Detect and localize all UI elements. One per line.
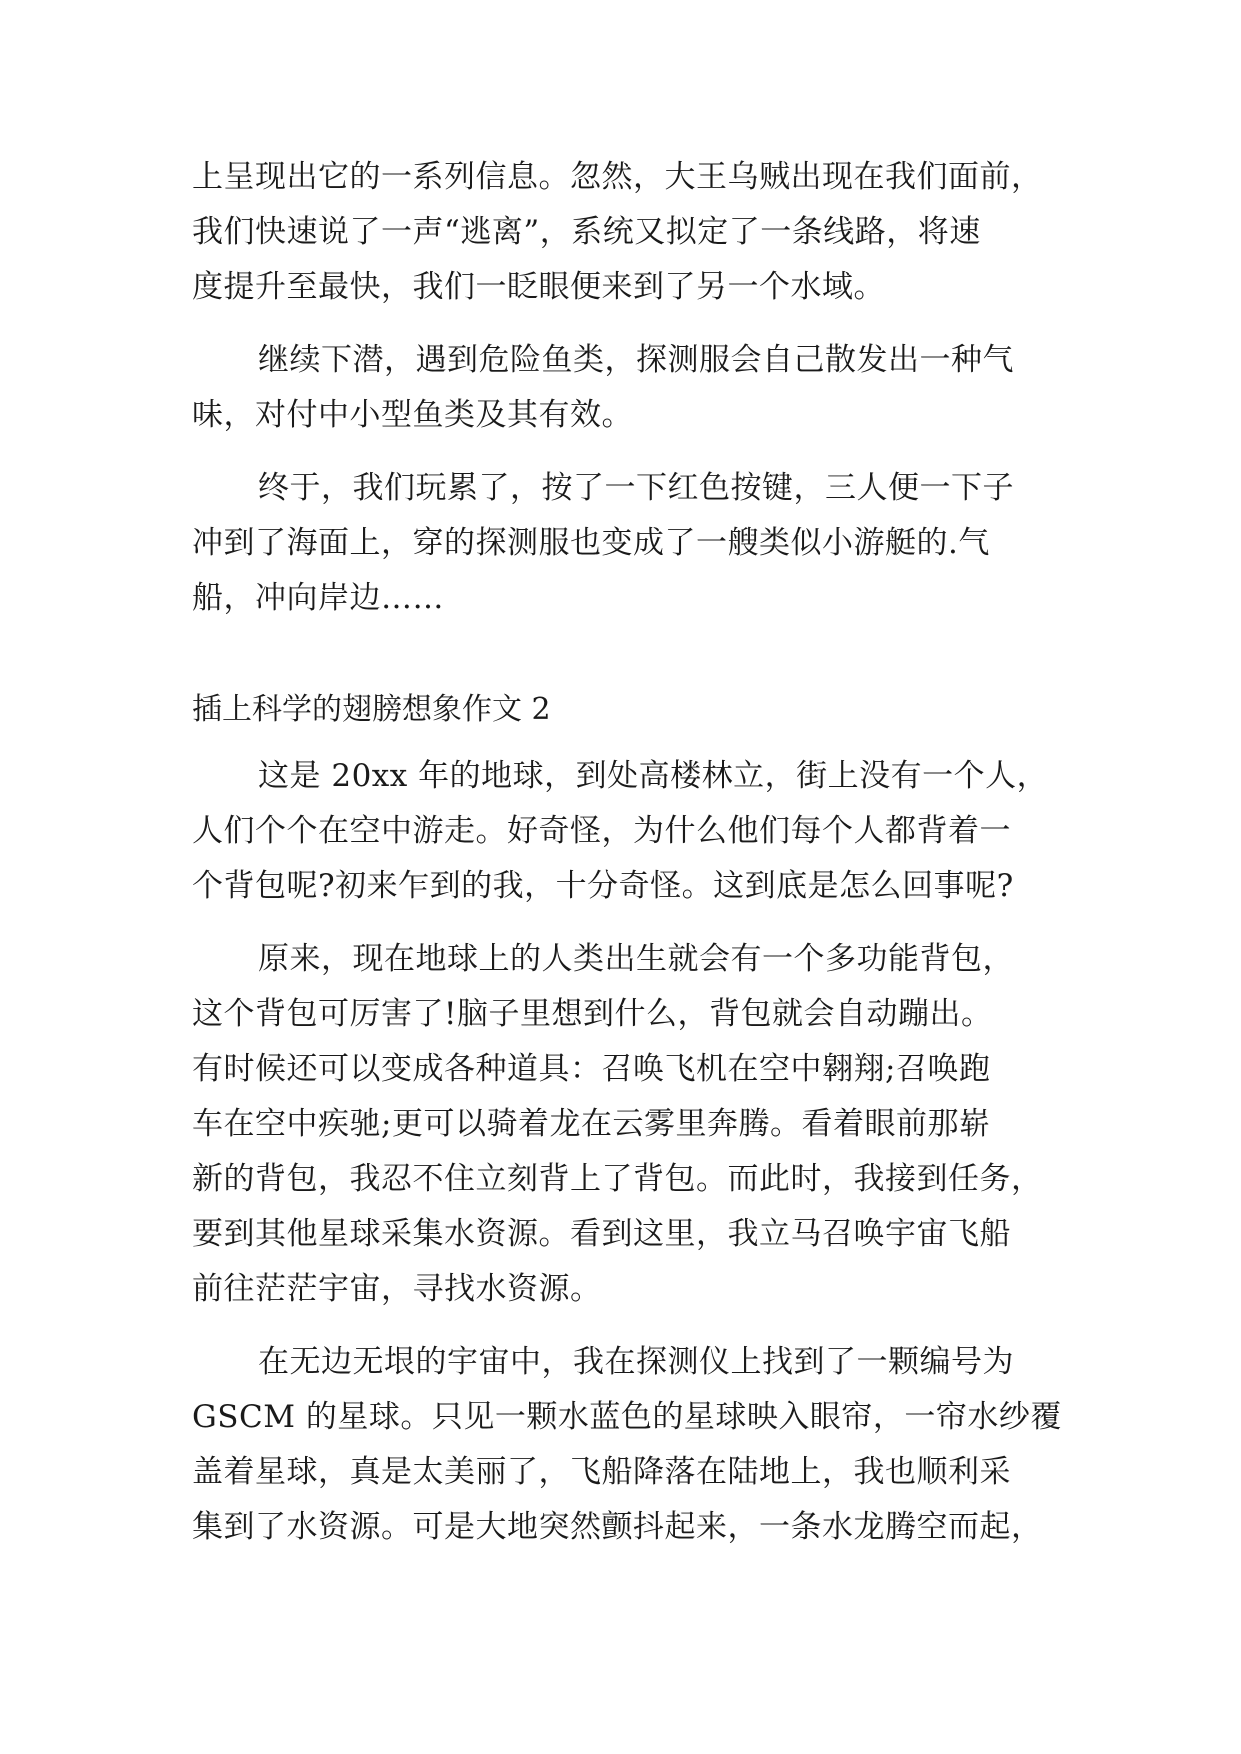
- text-line: 新的背包，我忍不住立刻背上了背包。而此时，我接到任务，: [192, 1161, 1043, 1197]
- text-line: 要到其他星球采集水资源。看到这里，我立马召唤宇宙飞船: [192, 1216, 1011, 1252]
- text-line: 我们快速说了一声“逃离”，系统又拟定了一条线路，将速: [192, 214, 981, 250]
- paragraph: [192, 150, 1054, 315]
- text-line: 集到了水资源。可是大地突然颤抖起来，一条水龙腾空而起，: [192, 1509, 1043, 1545]
- paragraph: [192, 932, 1054, 1317]
- text-line: GSCM 的星球。只见一颗水蓝色的星球映入眼帘，一帘水纱覆: [192, 1399, 1062, 1435]
- paragraph: [192, 461, 1054, 626]
- text-line: 度提升至最快，我们一眨眼便来到了另一个水域。: [192, 269, 885, 305]
- section-title: 插上科学的翅膀想象作文 2: [192, 692, 551, 727]
- paragraph: [192, 1335, 1062, 1555]
- text-line: 上呈现出它的一系列信息。忽然，大王乌贼出现在我们面前，: [192, 159, 1043, 195]
- text-line: 在无边无垠的宇宙中，我在探测仪上找到了一颗编号为: [258, 1344, 1014, 1380]
- text-line: 这是 20xx 年的地球，到处高楼林立，街上没有一个人，: [258, 758, 1049, 794]
- text-line: 味，对付中小型鱼类及其有效。: [192, 397, 633, 433]
- text-line: 人们个个在空中游走。好奇怪，为什么他们每个人都背着一: [192, 813, 1011, 849]
- text-line: 车在空中疾驰;更可以骑着龙在云雾里奔腾。看着眼前那崭: [192, 1106, 991, 1142]
- text-line: 盖着星球，真是太美丽了，飞船降落在陆地上，我也顺利采: [192, 1454, 1011, 1490]
- text-line: 原来，现在地球上的人类出生就会有一个多功能背包，: [258, 941, 1014, 977]
- text-line: 船，冲向岸边……: [192, 580, 444, 616]
- document-page: [192, 150, 1062, 1555]
- text-line: 前往茫茫宇宙，寻找水资源。: [192, 1271, 602, 1307]
- paragraph: [192, 333, 1054, 443]
- text-line: 冲到了海面上，穿的探测服也变成了一艘类似小游艇的.气: [192, 525, 990, 561]
- text-line: 这个背包可厉害了!脑子里想到什么，背包就会自动蹦出。: [192, 996, 993, 1032]
- paragraph: [192, 749, 1054, 914]
- text-line: 有时候还可以变成各种道具：召唤飞机在空中翱翔;召唤跑: [192, 1051, 991, 1087]
- text-line: 继续下潜，遇到危险鱼类，探测服会自己散发出一种气: [258, 342, 1014, 378]
- text-line: 个背包呢?初来乍到的我，十分奇怪。这到底是怎么回事呢?: [192, 868, 1014, 904]
- text-line: 终于，我们玩累了，按了一下红色按键，三人便一下子: [258, 470, 1014, 506]
